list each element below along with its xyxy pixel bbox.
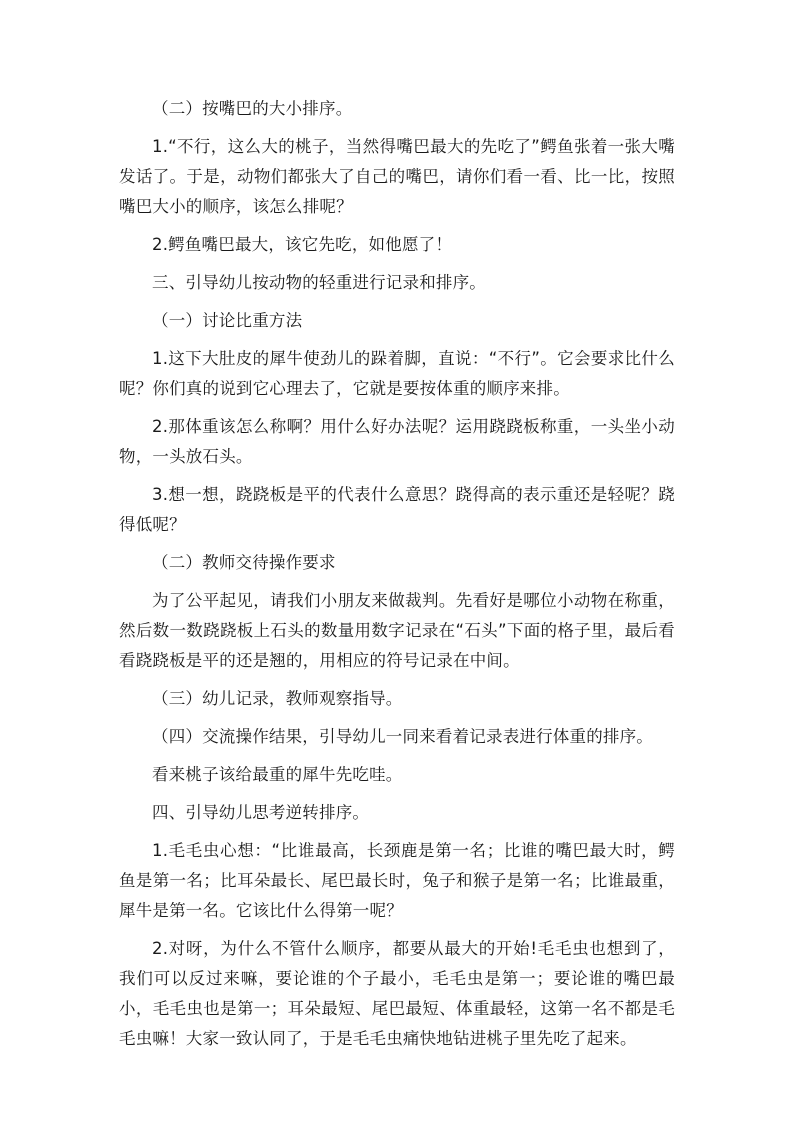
section-heading-mouth-size: （二）按嘴巴的大小排序。 bbox=[152, 99, 353, 118]
subheading-teacher-requirements: （二）教师交待操作要求 bbox=[152, 553, 336, 572]
paragraph-caterpillar-thinks: 1.毛毛虫心想：“比谁最高，长颈鹿是第一名；比谁的嘴巴最大时，鳄鱼是第一名；比耳朵最长、尾巴最长时，兔子和猴子是第一名；比谁最重，犀牛是第一名。它该比什么得第一呢？ bbox=[119, 841, 675, 920]
subheading-share-results: （四）交流操作结果，引导幼儿一同来看着记录表进行体重的排序。 bbox=[152, 727, 653, 746]
paragraph-crocodile-speaks: 1.“不行，这么大的桃子，当然得嘴巴最大的先吃了”鳄鱼张着一张大嘴发话了。于是，动物们都张大了自己的嘴巴，请你们看一看、比一比，按照嘴巴大小的顺序，该怎么排呢？ bbox=[119, 137, 675, 216]
section-heading-reverse-order: 四、引导幼儿思考逆转排序。 bbox=[152, 803, 370, 822]
paragraph-referee: 为了公平起见，请我们小朋友来做裁判。先看好是哪位小动物在称重，然后数一数跷跷板上石头的数量用数字记录在“石头”下面的格子里，最后看看跷跷板是平的还是翘的，用相应的符号记录在中间。 bbox=[119, 591, 675, 670]
paragraph-rhino-first: 看来桃子该给最重的犀牛先吃哇。 bbox=[152, 765, 403, 784]
paragraph-seesaw-meaning: 3.想一想，跷跷板是平的代表什么意思？跷得高的表示重还是轻呢？跷得低呢？ bbox=[119, 485, 675, 534]
subheading-discuss-method: （一）讨论比重方法 bbox=[152, 311, 303, 330]
paragraph-crocodile-biggest: 2.鳄鱼嘴巴最大，该它先吃，如他愿了！ bbox=[152, 235, 453, 254]
section-heading-weight: 三、引导幼儿按动物的轻重进行记录和排序。 bbox=[152, 273, 486, 292]
subheading-child-record: （三）幼儿记录，教师观察指导。 bbox=[152, 689, 403, 708]
paragraph-caterpillar-wins: 2.对呀，为什么不管什么顺序，都要从最大的开始!毛毛虫也想到了，我们可以反过来嘛，要论谁的个子最小，毛毛虫是第一；要论谁的嘴巴最小，毛毛虫也是第一；耳朵最短、尾巴最短、体重最轻，这第一名不都是毛毛虫嘛！大家一致认同了，于是毛毛虫痛快地钻进桃子里先吃了起来。 bbox=[119, 939, 675, 1048]
paragraph-rhino: 1.这下大肚皮的犀牛使劲儿的跺着脚，直说：“不行”。它会要求比什么呢？你们真的说到它心理去了，它就是要按体重的顺序来排。 bbox=[119, 349, 675, 398]
document-page bbox=[119, 94, 675, 1062]
paragraph-seesaw-weigh: 2.那体重该怎么称啊？用什么好办法呢？运用跷跷板称重，一头坐小动物，一头放石头。 bbox=[119, 417, 675, 466]
